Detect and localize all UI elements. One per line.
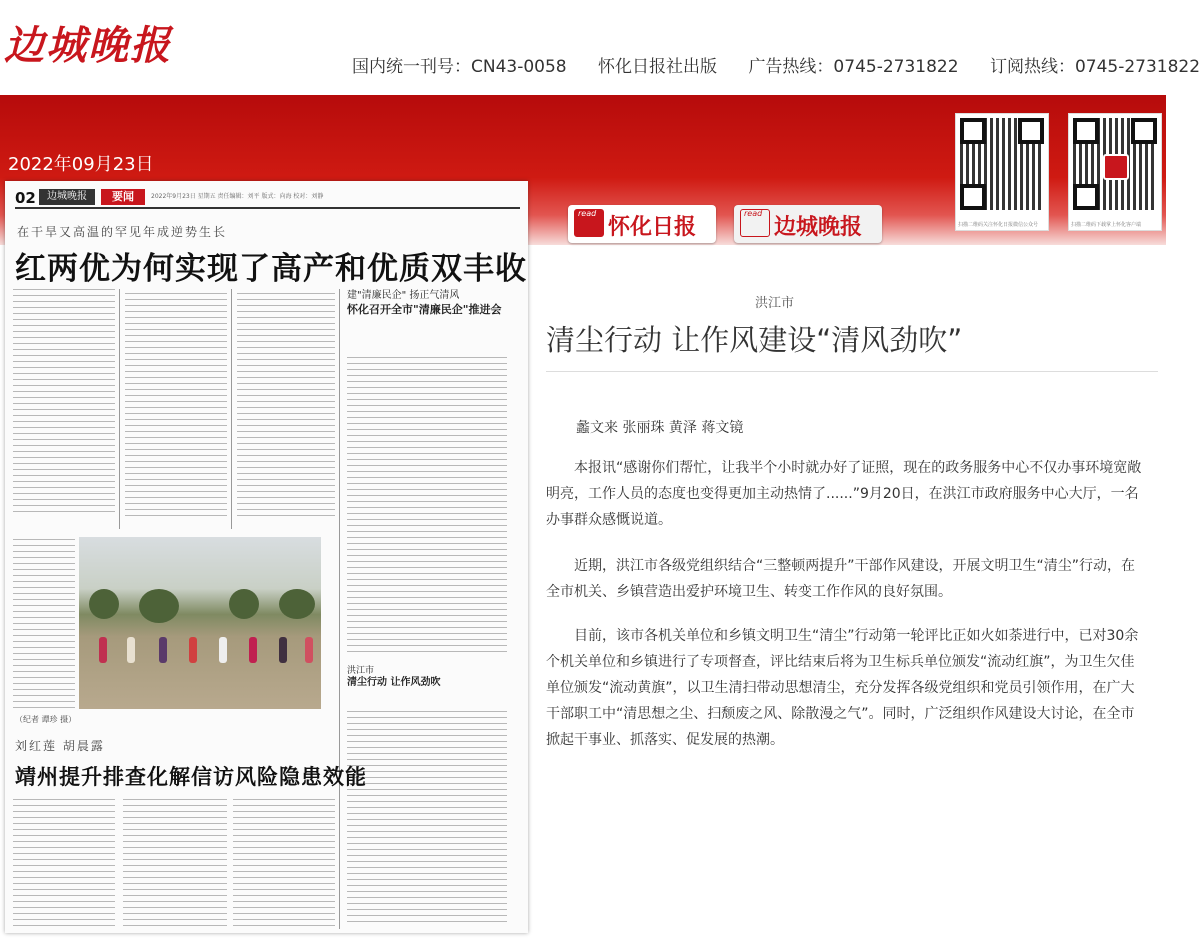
- issue-date: 2022年09月23日: [8, 154, 154, 175]
- tree-shape: [229, 589, 259, 619]
- article-paragraph: 近期，洪江市各级党组织结合“三整顿两提升”干部作风建设，开展文明卫生“清尘”行动，在全市机关、乡镇营造出爱护环境卫生、转变工作作风的良好氛围。: [546, 558, 1136, 600]
- side-title-line: 怀化召开全市"清廉民企"推进会: [347, 303, 502, 316]
- article-text-block[interactable]: [347, 357, 507, 655]
- tree-shape: [89, 589, 119, 619]
- article-title: 清尘行动 让作风建设“清风劲吹”: [546, 323, 963, 357]
- article-text-block[interactable]: [13, 539, 75, 709]
- article-text-block[interactable]: [125, 293, 227, 517]
- page-kicker[interactable]: 在干旱又高温的罕见年成逆势生长: [17, 225, 228, 239]
- subscribe-hotline-label: 订阅热线：0745-2731822: [989, 57, 1200, 77]
- article-paragraph: 目前，该市各机关单位和乡镇文明卫生“清尘”行动第一轮评比正如火如荼进行中，已对30余个机关单位和乡镇进行了专项督查，评比结束后将为卫生标兵单位颁发“流动红旗”，为卫生欠佳单位颁发“流动黄旗”，以卫生清扫带动思想清尘，充分发挥各级党组织和党员引领作用，在广大干部职工中“清思想之尘、扫颓废之风、除散漫之气”。同时，广泛组织作风建设大讨论，在全市掀起干事业、抓落实、促发展的热潮。: [546, 628, 1139, 748]
- title-divider: [546, 371, 1158, 372]
- article-text-block[interactable]: [233, 799, 335, 929]
- article-text-block[interactable]: [13, 289, 115, 517]
- article-text-block[interactable]: [237, 293, 335, 517]
- publication-info: [352, 52, 1200, 77]
- page-header: [15, 189, 520, 209]
- person-shape: [159, 637, 167, 663]
- tab-label: 边城晚报: [774, 214, 863, 240]
- person-shape: [305, 637, 313, 663]
- small-title-line: 清尘行动 让作风劲吹: [347, 677, 441, 688]
- article-text-block[interactable]: [13, 799, 115, 929]
- tab-huaihua-daily[interactable]: [568, 205, 716, 243]
- person-shape: [189, 637, 197, 663]
- person-shape: [249, 637, 257, 663]
- page-meta: 2022年9月23日 星期五 责任编辑：刘平 版式：向海 校对：刘静: [151, 193, 324, 200]
- article-section: 洪江市: [755, 296, 795, 311]
- small-title-line: 洪江市: [347, 666, 375, 676]
- side-title-line: 建"清廉民企" 扬正气清风: [347, 290, 460, 301]
- qr-caption: 扫描二维码关注怀化日报微信公众号: [958, 222, 1039, 228]
- paper-name-box: 边城晚报: [39, 189, 95, 205]
- article-text-block[interactable]: [123, 799, 227, 929]
- photo-caption: （纪者 谭珍 摄）: [15, 715, 77, 724]
- qr-finder: [1073, 184, 1099, 210]
- article-text-block[interactable]: [347, 711, 507, 927]
- person-shape: [127, 637, 135, 663]
- page-kicker-2[interactable]: 刘红莲 胡晨露: [15, 739, 105, 753]
- person-shape: [279, 637, 287, 663]
- qr-finder: [960, 118, 986, 144]
- site-logo[interactable]: 边城晚报: [4, 22, 172, 69]
- side-article-title[interactable]: [347, 289, 507, 318]
- qr-code-wechat: [955, 113, 1049, 231]
- publisher-label: 怀化日报社出版: [598, 57, 718, 77]
- read-icon-label: read: [744, 209, 763, 218]
- small-article-title[interactable]: [347, 665, 440, 689]
- column-divider: [119, 289, 120, 529]
- news-photo[interactable]: [79, 537, 321, 709]
- page-headline[interactable]: 红两优为何实现了高产和优质双丰收: [15, 251, 527, 287]
- column-divider: [339, 289, 340, 929]
- page-number: 02: [15, 189, 36, 207]
- qr-finder: [1073, 118, 1099, 144]
- tree-shape: [279, 589, 315, 619]
- article-paragraph: 本报讯“感谢你们帮忙，让我半个小时就办好了证照，现在的政务服务中心不仅办事环境宽敞明亮，工作人员的态度也变得更加主动热情了......”9月20日，在洪江市政府服务中心大厅，一名办事群众感慨说道。: [546, 460, 1142, 528]
- ad-hotline-label: 广告热线：0745-2731822: [748, 57, 959, 77]
- issn-label: 国内统一刊号：CN43-0058: [352, 57, 567, 77]
- article-authors: 蠡文来 张丽珠 黄泽 蒋文镜: [576, 420, 744, 436]
- qr-caption: 扫描二维码下载掌上怀化客户端: [1071, 222, 1142, 228]
- page-headline-2[interactable]: 靖州提升排查化解信访风险隐患效能: [15, 765, 367, 789]
- tree-shape: [139, 589, 179, 623]
- qr-code-app: [1068, 113, 1162, 231]
- section-box: 要闻: [101, 189, 145, 205]
- column-divider: [231, 289, 232, 529]
- qr-finder: [1018, 118, 1044, 144]
- app-logo-icon: [1103, 154, 1129, 180]
- qr-finder: [960, 184, 986, 210]
- qr-finder: [1131, 118, 1157, 144]
- tab-label: 怀化日报: [608, 214, 697, 240]
- newspaper-page-image[interactable]: [5, 181, 528, 933]
- person-shape: [219, 637, 227, 663]
- read-icon-label: read: [578, 209, 597, 218]
- person-shape: [99, 637, 107, 663]
- tab-biancheng-evening[interactable]: [734, 205, 882, 243]
